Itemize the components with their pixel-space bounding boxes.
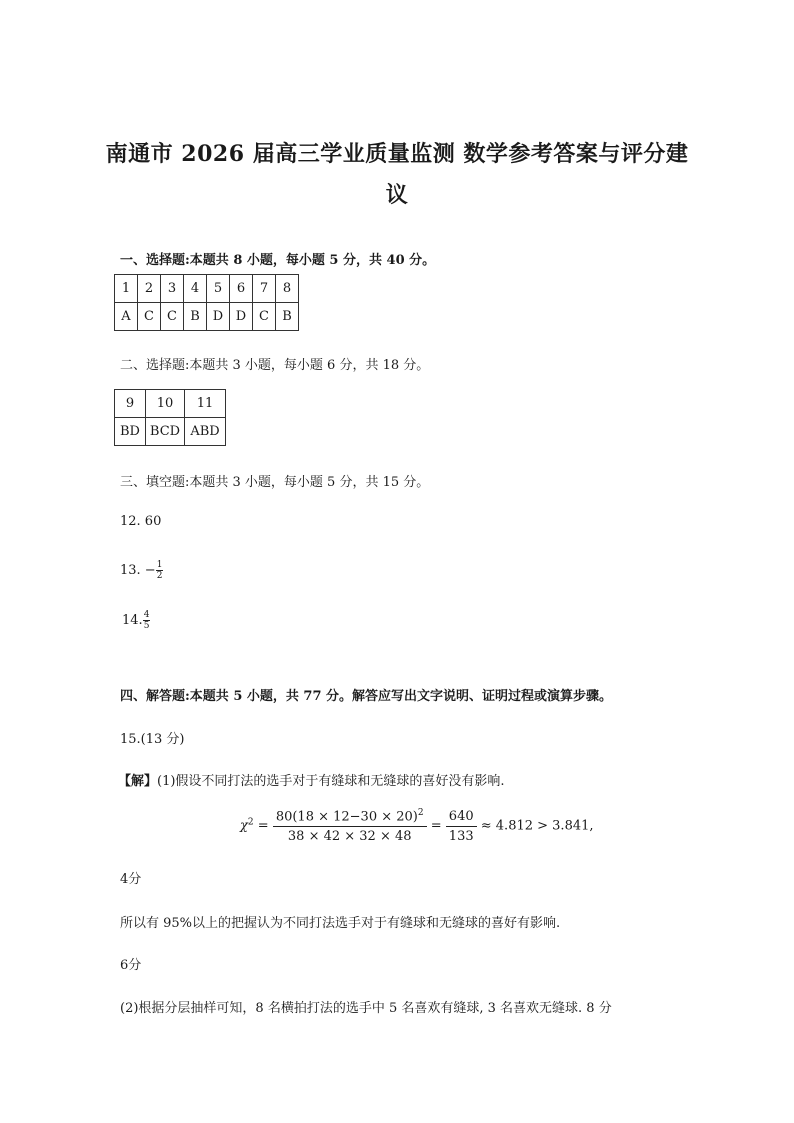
table-cell: B <box>184 303 207 331</box>
table-cell: BCD <box>146 418 185 446</box>
formula-tail: ≈ 4.812 > 3.841, <box>480 818 594 834</box>
numerator-exponent: 2 <box>417 808 424 818</box>
table-cell: D <box>230 303 253 331</box>
formula-equals: = <box>257 818 269 834</box>
q15-part1 <box>118 770 505 789</box>
table-cell: C <box>161 303 184 331</box>
chi-square-formula <box>240 808 594 844</box>
table-cell: ABD <box>185 418 226 446</box>
answer-14-prefix: 14. <box>122 613 143 628</box>
section1-answer-table <box>114 274 299 331</box>
fraction-numerator: 4 <box>143 610 150 620</box>
table-cell: 2 <box>138 275 161 303</box>
q15-part2: (2)根据分层抽样可知，8 名横拍打法的选手中 5 名喜欢有缝球, 3 名喜欢无缝球. 8 分 <box>120 1001 612 1016</box>
section3-heading: 三、填空题:本题共 3 小题，每小题 5 分，共 15 分。 <box>120 475 430 490</box>
score-4: 4分 <box>120 872 142 887</box>
answer-13 <box>120 560 163 581</box>
table-cell: 5 <box>207 275 230 303</box>
formula-main-fraction <box>273 808 427 844</box>
numerator-text: 80(18 × 12−30 × 20) <box>275 809 418 825</box>
table-cell: D <box>207 303 230 331</box>
table-cell: 6 <box>230 275 253 303</box>
table-cell: 4 <box>184 275 207 303</box>
formula-result-fraction <box>446 809 477 844</box>
table-cell: 1 <box>115 275 138 303</box>
fraction-denominator: 38 × 42 × 32 × 48 <box>287 829 412 845</box>
formula-equals-2: = <box>430 818 442 834</box>
table-cell: 3 <box>161 275 184 303</box>
section2-answer-table <box>114 389 226 446</box>
table-row <box>115 390 226 418</box>
table-row <box>115 275 299 303</box>
fraction-numerator: 640 <box>446 809 477 827</box>
section1-heading: 一、选择题:本题共 8 小题，每小题 5 分，共 40 分。 <box>120 253 436 268</box>
table-cell: 10 <box>146 390 185 418</box>
section4-heading: 四、解答题:本题共 5 小题，共 77 分。解答应写出文字说明、证明过程或演算步骤。 <box>120 689 613 704</box>
fraction-numerator: 1 <box>156 560 163 570</box>
table-cell: B <box>276 303 299 331</box>
formula-lhs: χ <box>240 818 248 834</box>
answer-14-fraction <box>143 610 151 631</box>
fraction-denominator: 2 <box>156 571 163 581</box>
table-cell: C <box>138 303 161 331</box>
table-row <box>115 303 299 331</box>
section2-heading: 二、选择题:本题共 3 小题，每小题 6 分，共 18 分。 <box>120 358 430 373</box>
table-row <box>115 418 226 446</box>
table-cell: 7 <box>253 275 276 303</box>
document-title-line1: 南通市 2026 届高三学业质量监测 数学参考答案与评分建 <box>105 141 689 167</box>
solution-label: 【解】 <box>118 774 158 789</box>
fraction-numerator <box>273 808 427 827</box>
table-cell: 11 <box>185 390 226 418</box>
table-cell: 9 <box>115 390 146 418</box>
document-title-line2: 议 <box>385 182 409 208</box>
q15-title: 15.(13 分) <box>120 732 185 747</box>
q15-part1-text: (1)假设不同打法的选手对于有缝球和无缝球的喜好没有影响. <box>157 774 505 789</box>
answer-14 <box>122 610 150 631</box>
formula-lhs-exponent: 2 <box>247 817 254 828</box>
answer-13-fraction <box>156 560 164 581</box>
table-cell: C <box>253 303 276 331</box>
q15-conclusion: 所以有 95%以上的把握认为不同打法选手对于有缝球和无缝球的喜好有影响. <box>120 916 561 931</box>
table-cell: A <box>115 303 138 331</box>
fraction-denominator: 5 <box>143 621 150 631</box>
fraction-denominator: 133 <box>448 828 474 844</box>
answer-12: 12. 60 <box>120 514 162 529</box>
answer-13-prefix: 13. − <box>120 563 156 578</box>
score-6: 6分 <box>120 958 142 973</box>
table-cell: BD <box>115 418 146 446</box>
table-cell: 8 <box>276 275 299 303</box>
